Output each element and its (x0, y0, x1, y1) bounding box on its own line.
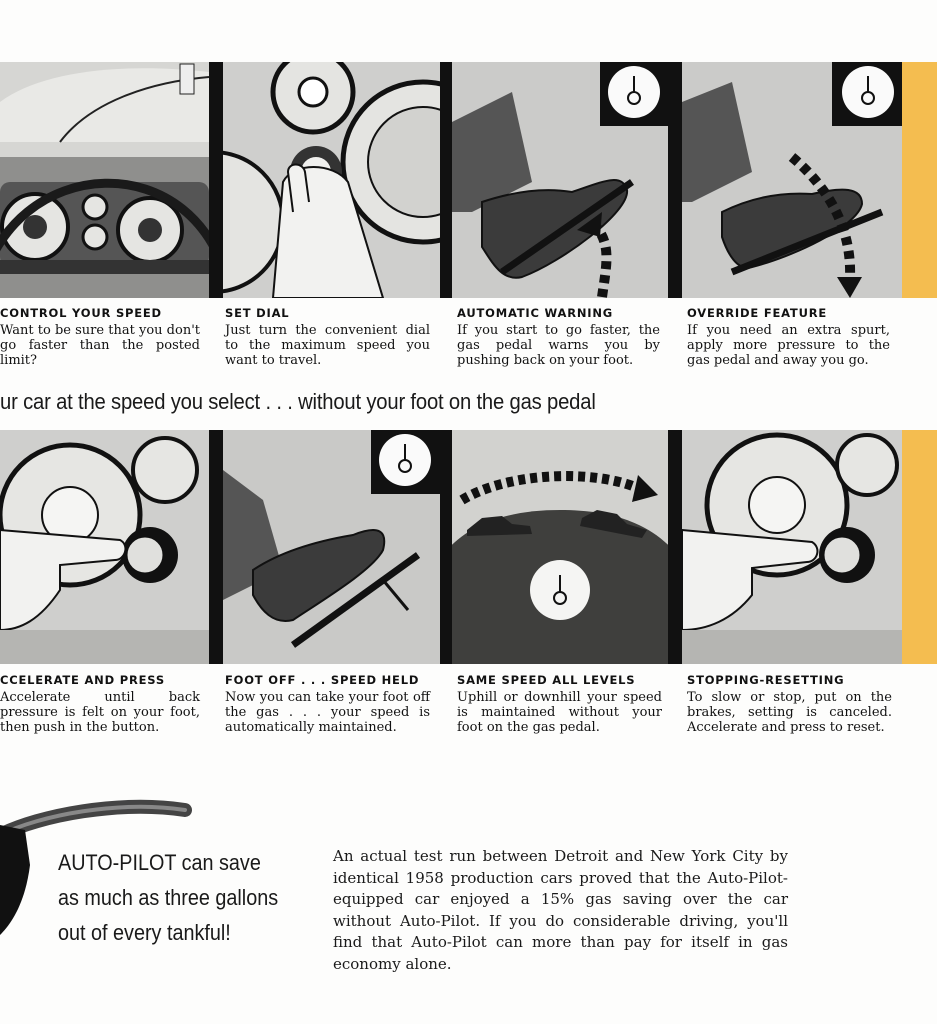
illustration-set-dial (223, 62, 440, 298)
illustration-accelerate-press (0, 430, 209, 664)
caption-stopping-resetting (687, 673, 892, 735)
caption-title: STOPPING-RESETTING (687, 673, 845, 687)
caption-body: If you start to go faster, the gas pedal warns you by pushing back on your foot. (457, 323, 660, 368)
accent-tab (902, 62, 937, 298)
caption-title: SAME SPEED ALL LEVELS (457, 673, 636, 687)
promo-text: AUTO-PILOT can save as much as three gallons out of every tankful! (58, 850, 279, 945)
caption-title: SET DIAL (225, 306, 290, 320)
caption-body: Want to be sure that you don't go faster than the posted limit? (0, 323, 200, 368)
caption-body: If you need an extra spurt, apply more pressure to the gas pedal and away you go. (687, 323, 890, 368)
accent-tab (902, 430, 937, 664)
caption-foot-off (225, 673, 430, 735)
speedometer-button-illustration (0, 430, 209, 664)
dial-hand-illustration (223, 62, 440, 298)
illustration-stopping-resetting (682, 430, 902, 664)
dashboard-illustration (0, 62, 209, 298)
illustration-same-speed (452, 430, 668, 664)
caption-automatic-warning (457, 306, 660, 368)
illustration-automatic-warning (452, 62, 668, 298)
caption-title: CONTROL YOUR SPEED (0, 306, 162, 320)
panel-divider (440, 430, 452, 664)
caption-accelerate-press (0, 673, 200, 735)
panel-divider (209, 430, 223, 664)
hill-cars-illustration (452, 430, 668, 664)
illustration-override-feature (682, 62, 902, 298)
caption-body: Accelerate until back pressure is felt on your foot, then push in the button. (0, 690, 200, 735)
caption-title: OVERRIDE FEATURE (687, 306, 828, 320)
caption-set-dial (225, 306, 430, 368)
caption-title: AUTOMATIC WARNING (457, 306, 614, 320)
caption-same-speed (457, 673, 662, 735)
caption-body: To slow or stop, put on the brakes, setting is canceled. Accelerate and press to reset. (687, 690, 892, 735)
panel-divider (209, 62, 223, 298)
caption-body: Uphill or downhill your speed is maintained without your foot on the gas pedal. (457, 690, 662, 735)
illustration-foot-off (223, 430, 440, 664)
headline: ur car at the speed you select . . . without your foot on the gas pedal (0, 389, 596, 414)
pedal-override-illustration (682, 62, 902, 298)
illustration-control-speed (0, 62, 209, 298)
panel-divider (440, 62, 452, 298)
caption-body: Now you can take your foot off the gas . . . your speed is automatically maintained. (225, 690, 430, 735)
caption-control-speed (0, 306, 200, 368)
caption-title: CCELERATE AND PRESS (0, 673, 165, 687)
foot-off-pedal-illustration (223, 430, 440, 664)
panel-divider (668, 430, 682, 664)
caption-body: Just turn the convenient dial to the maximum speed you want to travel. (225, 323, 430, 368)
caption-title: FOOT OFF . . . SPEED HELD (225, 673, 420, 687)
reset-button-illustration (682, 430, 902, 664)
pedal-foot-illustration (452, 62, 668, 298)
caption-override-feature (687, 306, 890, 368)
panel-divider (668, 62, 682, 298)
test-run-paragraph: An actual test run between Detroit and New York City by identical 1958 production cars proved that the Auto-Pilot-equipped car enjoyed a 15% gas saving over the car without Auto-Pilot. If you do considerable driving, you'll find that Auto-Pilot can more than pay for itself in gas economy alone. (333, 847, 788, 973)
